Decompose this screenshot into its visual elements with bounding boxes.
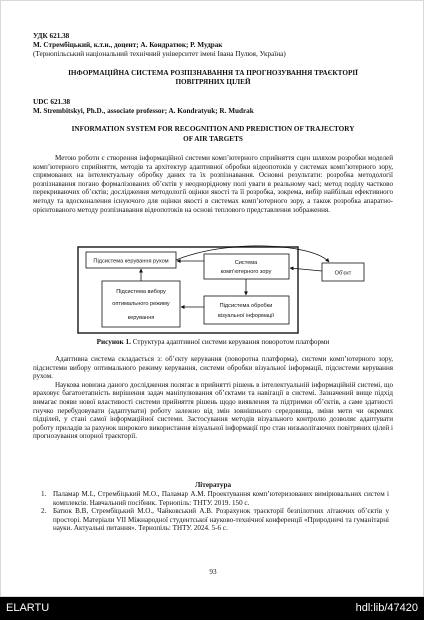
udc-en: UDC 621.38 <box>33 98 71 106</box>
title-ua-line2: ПОВІТРЯНИХ ЦІЛЕЙ <box>175 78 251 86</box>
authors-en: M. Strembitskyi, Ph.D., associate professor; A. Kondratyuk; R. Mudrak <box>33 107 254 115</box>
reference-number: 1. <box>41 490 47 498</box>
arrow-object-to-vision <box>290 268 322 271</box>
references-heading: Література <box>194 481 232 489</box>
figure-caption <box>1 338 424 347</box>
udc-ua: УДК 621.38 <box>33 32 70 40</box>
box-mode-select-label-3: керування <box>127 315 155 321</box>
title-ua-line1: ІНФОРМАЦІЙНА СИСТЕМА РОЗПІЗНАВАННЯ ТА ПРОГНОЗУВАННЯ ТРАЄКТОРІЇ <box>68 69 358 77</box>
abstract-text: Метою роботи є створення інформаційної системи комп’ютерного сприйняття сцен шляхом розробки моделей комп’ютерного сприйняття, методів та архітектур адаптивної обробки відеопотоків у системах комп’ютерного зору, спрямованих на інтелектуальну обробку даних та їх розпізнавання. Основні результати: розробка методології розпізнавання погано формалізованих об’єктів у неоднорідному полі уваги в реальному часі; метод поділу частково перекриваючих об’єктів; дослідження методології оцінки якості та її розробка, зокрема, вибір найбільш ефективного методу та вдосконалення існуючого для оцінки якості в системах комп’ютерного зору, а також розробка апаратно-орієнтованого методу розпізнавання відеопотоків на основі теплового представлення зображення. <box>33 154 393 214</box>
box-computer-vision-label-1: Система <box>234 260 258 266</box>
references-list <box>37 490 389 533</box>
body-paragraph: Адаптивна система складається з: об’єкту керування (поворотна платформа), системи комп’ютерного зору, підсистеми вибору оптимального режиму керування, системи обробки візуальної інформації, підсистеми керування рухом. <box>33 355 393 381</box>
reference-item <box>37 507 389 533</box>
page-number: 93 <box>209 568 217 576</box>
authors-ua: М. Стрембіцький, к.т.н., доцент; А. Кондратюк; Р. Мудрак <box>33 41 223 49</box>
box-mode-select-label-2: оптимального режиму <box>112 301 170 307</box>
footer-repository: ELARTU <box>6 602 50 614</box>
reference-item <box>37 490 389 507</box>
title-en-line1: INFORMATION SYSTEM FOR RECOGNITION AND PREDICTION OF TRAJECTORY <box>71 125 355 133</box>
figure-caption-text: Структура адаптивної системи керування поворотом платформи <box>130 338 330 346</box>
affiliation-ua: (Тернопільський національний технічний університет імені Івана Пулюя, Україна) <box>33 50 286 58</box>
reference-text: Паламар М.І., Стрембіцький М.О., Паламар А.М. Проектування комп’ютеризованих вимірювальних систем і комплексів. Навчальний посібник. Тернопіль: ТНТУ. 2019. 150 с. <box>53 490 389 507</box>
figure-caption-label: Рисунок 1. <box>96 338 131 346</box>
reference-text: Батюк В.В, Стрембіцький М.О., Чайковський А.В. Розрахунок траєкторії безпілотних літаючих об’єктів у просторі. Матеріали VII Міжнародної студентської науково-технічної конференції «Природничі та гуманітарні науки. Актуальні питання». Тернопіль: ТНТУ. 2024. 5-6 с. <box>53 507 389 533</box>
abstract <box>33 154 393 214</box>
body-paragraph: Наукова новизна даного дослідження полягає в прийнятті рішень в інтелектуальній інформаційній системі, що враховує багатоетапність вирішення задач маніпулювання об’єктами та навігації в системі. Зазначений вище підхід вимагає появи нової властивості системи прийняття рішень щодо виявлення та підтримки об’єктів, а саме здатності гнучко перебудовувати (адаптувати) роботу залежно від змін зовнішнього середовища, зміни мети чи окремих підцілей, у стані самої інформаційної системи. Застосування методів візуального контролю дозволяє адаптувати роботу приладів за рахунок широкого використання візуальної інформації про стан низьколітаючих повітряних цілей і прогнозування опорної траєкторії. <box>33 380 393 441</box>
reference-number: 2. <box>41 507 47 516</box>
figure-diagram <box>77 245 367 337</box>
box-visual-info <box>204 296 289 324</box>
footer-bar <box>0 597 424 620</box>
box-visual-info-label-2: візуальної інформації <box>217 313 275 319</box>
title-en-line2: OF AIR TARGETS <box>183 135 243 143</box>
box-mode-select-label-1: Підсистема вибору <box>116 289 166 295</box>
box-control-subsystem-label: Підсистема керування рухом <box>93 258 169 265</box>
footer-handle[interactable]: hdl:lib/47420 <box>355 602 418 614</box>
box-computer-vision <box>204 254 289 279</box>
body-text <box>33 355 393 441</box>
box-object-label: Об’єкт <box>334 270 352 277</box>
box-computer-vision-label-2: комп’ютерного зору <box>220 269 272 275</box>
box-visual-info-label-1: Підсистема обробки <box>219 303 273 309</box>
